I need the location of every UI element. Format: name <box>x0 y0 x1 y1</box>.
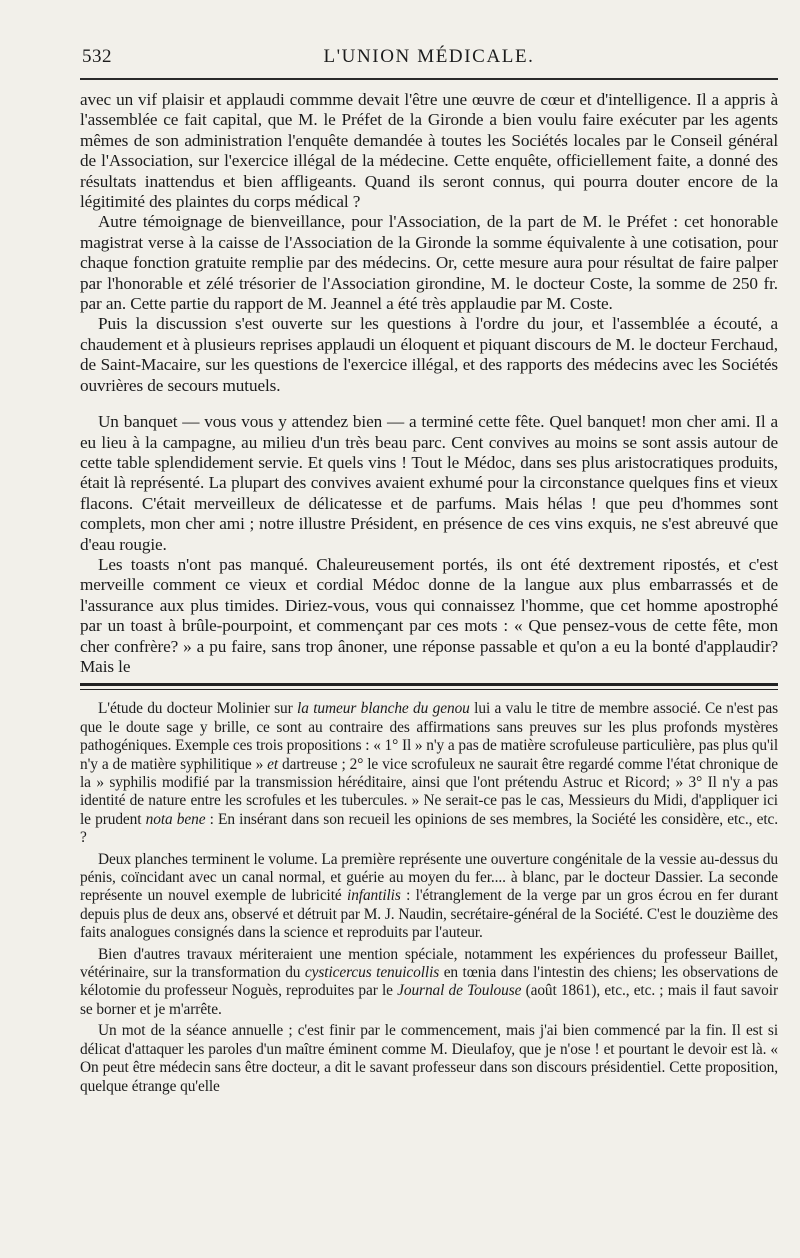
paragraph: avec un vif plaisir et applaudi commme devait l'être une œuvre de cœur et d'intelligence. Il a appris à l'assemblée ce fait capital, que M. le Préfet de la Gironde a bien voulu faire exécuter par les agents mêmes de son administration l'enquête demandée à toutes les Sociétés locales par le Conseil général de l'Association, sur l'exercice illégal de la médecine. Cette enquête, officiellement faite, a donné des résultats inattendus et bien affligeants. Quand ils seront connus, qui pourra douter encore de la légitimité des plaintes du corps médical ? <box>80 90 778 212</box>
note-paragraph: L'étude du docteur Molinier sur la tumeur blanche du genou lui a valu le titre de membre associé. Ce n'est pas que le doute sage y brille, ce sont au contraire des affirmations sans preuves sur les plus profonds mystères pathogéniques. Exemple ces trois propositions : « 1° Il » n'y a pas de matière scrofuleuse particulière, pas plus qu'il n'y a de matière syphilitique » et dartreuse ; 2° le vice scrofuleux ne saurait être regardé comme l'état chronique de la » syphilis modifié par la transmission héréditaire, ainsi que l'ont prétendu Astruc et Ricord; » 3° Il n'y a pas identité de nature entre les scrofules et les tubercules. » Ne serait-ce pas le cas, Messieurs du Midi, d'appliquer ici le prudent nota bene : En insérant dans son recueil les opinions de ses membres, la Société les considère, etc., etc. ? <box>80 700 779 847</box>
section-divider <box>80 683 778 690</box>
note-paragraph: Deux planches terminent le volume. La première représente une ouverture congénitale de la vessie au-dessus du pénis, coïncidant avec un canal normal, et guérie au moyen du fer.... à blanc, par le docteur Dassier. La seconde représente un nouvel exemple de lubricité infantilis : l'étranglement de la verge par un gros écrou en fer durant depuis plus de deux ans, observé et détruit par M. J. Naudin, secrétaire-général de la Société. C'est le douzième des faits analogues consignés dans la science et reproduits par l'auteur. <box>80 850 779 942</box>
page-header <box>80 42 778 78</box>
notes-section <box>80 700 778 1096</box>
paragraph: Autre témoignage de bienveillance, pour l'Association, de la part de M. le Préfet : cet honorable magistrat verse à la caisse de l'Association de la Gironde la somme équivalente à une cotisation, pour chaque fonction gratuite remplie par des médecins. Or, cette mesure aura pour résultat de faire palper par l'honorable et zélé trésorier de l'Association girondine, M. le docteur Coste, la somme de 250 fr. par an. Cette partie du rapport de M. Jeannel a été très applaudie par M. Coste. <box>80 212 778 314</box>
header-rule <box>80 78 778 80</box>
running-title: L'UNION MÉDICALE. <box>323 46 535 67</box>
page-number: 532 <box>82 46 112 67</box>
paragraph: Un banquet — vous vous y attendez bien — a terminé cette fête. Quel banquet! mon cher ami. Il a eu lieu à la campagne, au milieu d'un très beau parc. Cent convives au moins se sont assis autour de cette table splendidement servie. Et quels vins ! Tout le Médoc, dans ses plus aristocratiques produits, était là représenté. La plupart des convives avaient exhumé pour la circonstance quelques fins et vieux flacons. C'était merveilleux de délicatesse et de parfums. Mais hélas ! que peu d'hommes sont complets, mon cher ami ; notre illustre Président, en présence de ces vins exquis, ne s'est abreuvé que d'eau rougie. <box>80 412 778 554</box>
note-paragraph: Un mot de la séance annuelle ; c'est finir par le commencement, mais j'ai bien commencé par la fin. Il est si délicat d'attaquer les paroles d'un maître éminent comme M. Dieulafoy, que je n'ose ! et pourtant le devoir est là. « On peut être médecin sans être docteur, a dit le savant professeur dans son discours présidentiel. Cette proposition, quelque étrange qu'elle <box>80 1022 778 1095</box>
note-paragraph: Bien d'autres travaux mériteraient une mention spéciale, notamment les expériences du professeur Baillet, vétérinaire, sur la transformation du cysticercus tenuicollis en tœnia dans l'intestin des chiens; les observations de kélotomie du professeur Noguès, reproduites par le Journal de Toulouse (août 1861), etc., etc. ; mais il faut savoir se borner et je m'arrête. <box>80 945 778 1018</box>
paragraph: Les toasts n'ont pas manqué. Chaleureusement portés, ils ont été dextrement ripostés, et c'est merveille comment ce vieux et cordial Médoc donne de la langue aux plus embarrassés et de l'assurance aux plus timides. Diriez-vous, vous qui connaissez l'homme, que cet homme apostrophé par un toast à brûle-pourpoint, et commençant par ces mots : « Que pensez-vous de cette fête, mon cher confrère? » a pu faire, sans trop ânoner, une réponse passable et qu'on a eu la bonté d'applaudir? Mais le <box>80 554 778 676</box>
main-text <box>80 90 778 677</box>
paragraph: Puis la discussion s'est ouverte sur les questions à l'ordre du jour, et l'assemblée a écouté, a chaudement et à plusieurs reprises applaudi un éloquent et piquant discours de M. le docteur Ferchaud, de Saint-Macaire, sur les questions de l'exercice illégal, et des rapports des médecins avec les Sociétés ouvrières de secours mutuels. <box>80 314 778 395</box>
